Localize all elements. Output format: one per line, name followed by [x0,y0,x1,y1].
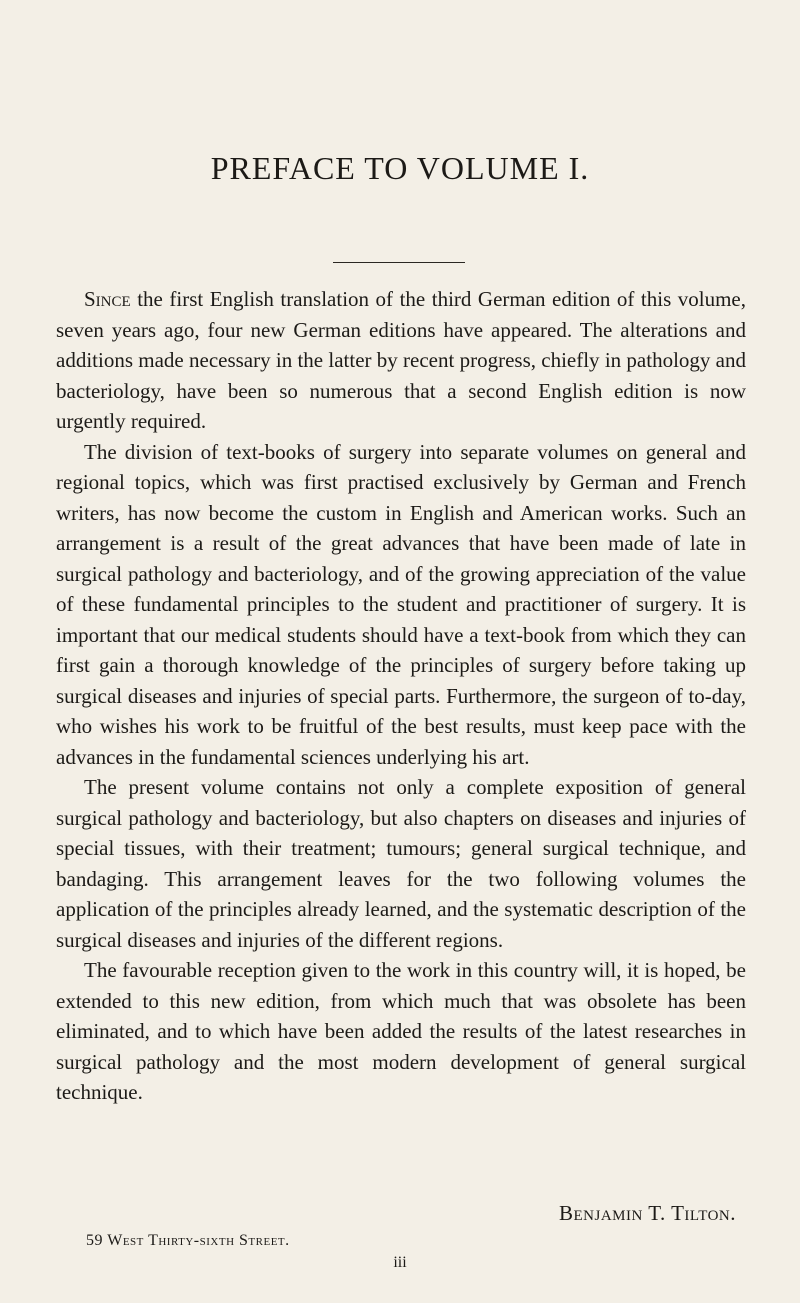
author-address: 59 West Thirty-sixth Street. [86,1232,290,1249]
page-title: PREFACE TO VOLUME I. [210,150,590,186]
paragraph-4: The favourable reception given to the work in this country will, it is hoped, be extended to this new edition, from which much that was obsolete has been eliminated, and to which have been added the results of the latest researches in surgical pathology and the most modern development of general surgical technique. [56,958,746,1104]
paragraph-1 [56,284,746,437]
paragraph-2: The division of text-books of surgery into separate volumes on general and regional topics, which was first practised exclusively by German and French writers, has now become the custom in English and American works. Such an arrangement is a result of the great advances that have been made of late in surgical pathology and bacteriology, and of the growing appreciation of the value of these fundamental principles to the student and practitioner of surgery. It is important that our medical students should have a text-book from which they can first gain a thorough knowledge of the principles of surgery before taking up surgical diseases and injuries of special parts. Furthermore, the surgeon of to-day, who wishes his work to be fruitful of the best results, must keep pace with the advances in the fundamental sciences underlying his art. [56,439,746,769]
paragraph-3: The present volume contains not only a complete exposition of general surgical pathology and bacteriology, but also chapters on diseases and injuries of special tissues, with their treatment; tumours; general surgical technique, and bandaging. This arrangement leaves for the two following volumes the application of the principles already learned, and the systematic description of the surgical diseases and injuries of the different regions. [56,775,746,952]
paragraph-1-text: the first English translation of the third German edition of this volume, seven years ago, four new German editions have appeared. The alterations and additions made necessary in the latter by recent progress, chiefly in pathology and bacteriology, have been so numerous that a second English edition is now urgently required. [56,287,746,433]
page-number: iii [393,1254,407,1271]
preface-body [56,284,746,1108]
paragraph-1-lead-word: Since [84,287,131,311]
title-divider [333,262,465,263]
author-signature: Benjamin T. Tilton. [558,1201,736,1225]
